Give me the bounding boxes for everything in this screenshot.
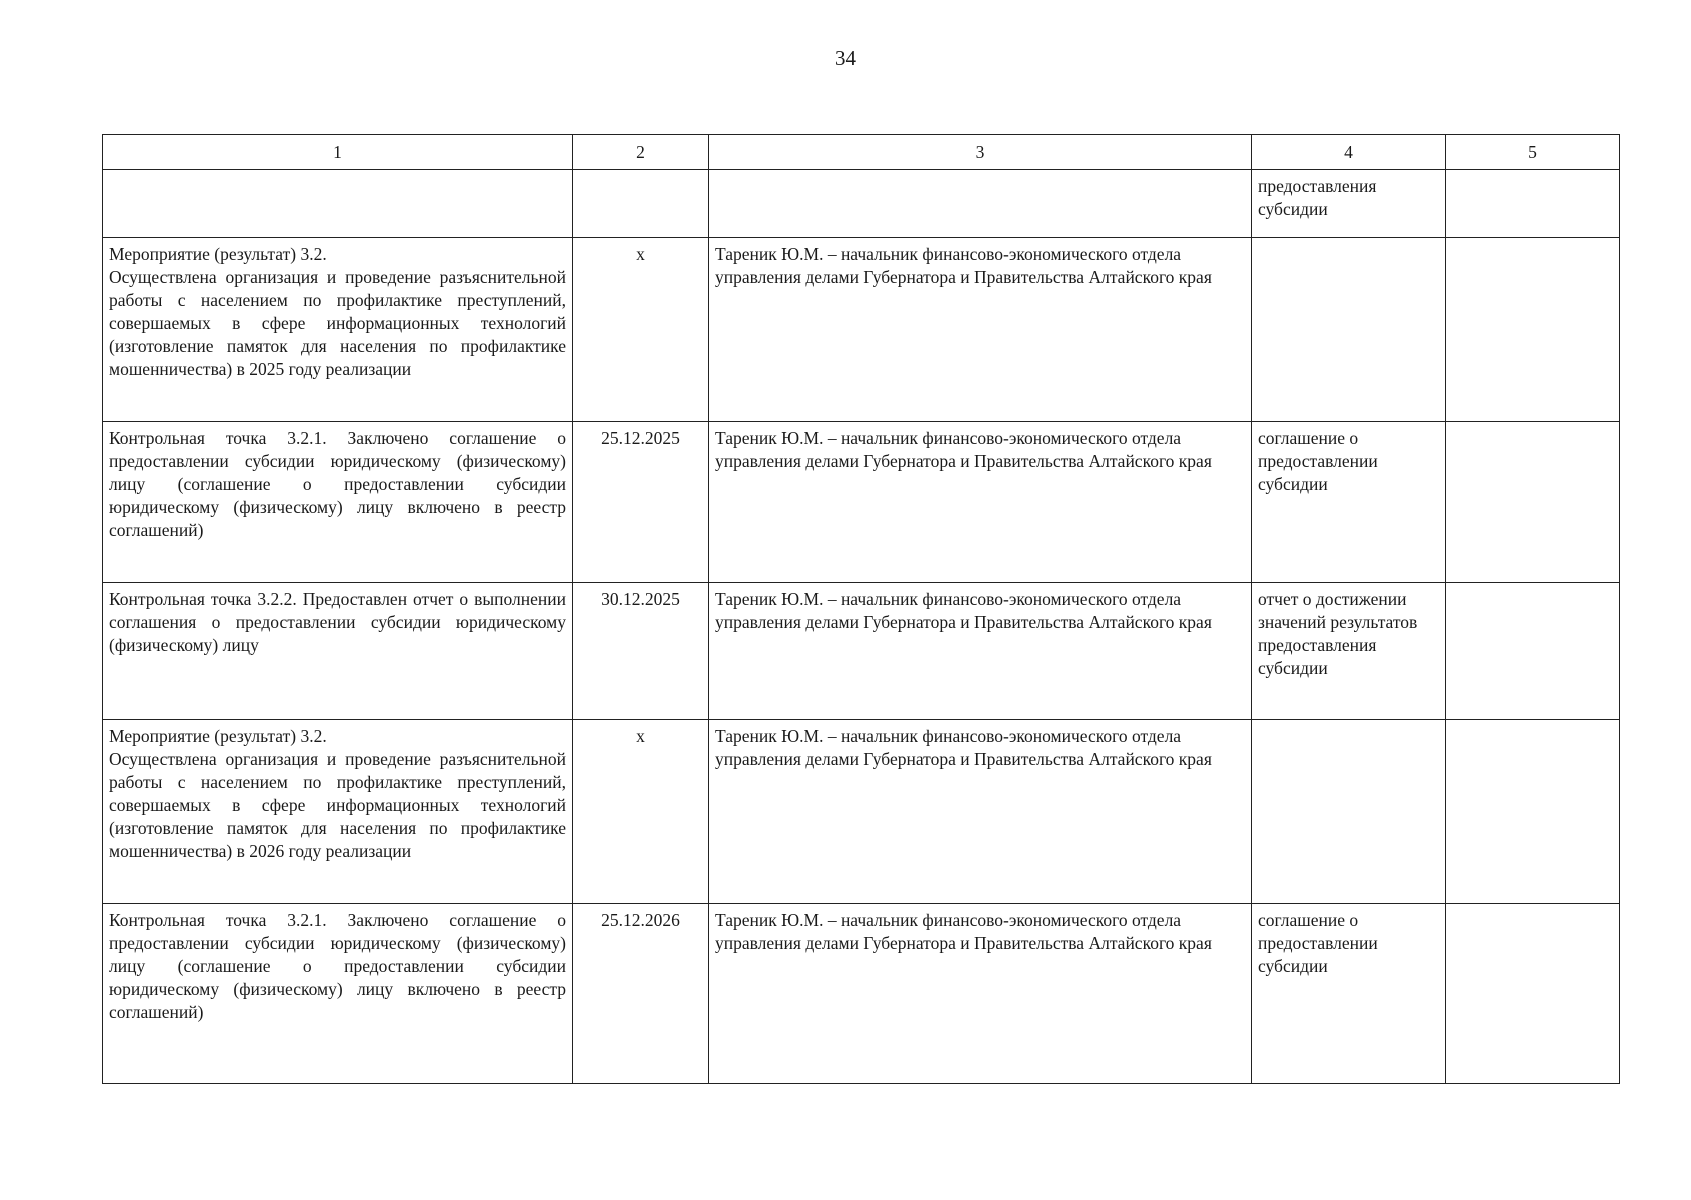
event-description: Осуществлена организация и проведение разъяснительной работы с населением по профилактике преступлений, совершаемых в сфере информационных технологий (изготовление памяток для населения по профилактике мошенничества) в 2026 году реализации xyxy=(109,749,566,861)
row-date-cell: 25.12.2025 xyxy=(573,422,709,583)
row-responsible-cell: Тареник Ю.М. – начальник финансово-экономического отдела управления делами Губернатора и Правительства Алтайского края xyxy=(709,904,1252,1084)
table-header-row xyxy=(103,135,1620,170)
row-responsible-cell: Тареник Ю.М. – начальник финансово-экономического отдела управления делами Губернатора и Правительства Алтайского края xyxy=(709,422,1252,583)
row-name-cell: Контрольная точка 3.2.1. Заключено соглашение о предоставлении субсидии юридическому (физическому) лицу (соглашение о предоставлении субсидии юридическому (физическому) лицу включено в реестр соглашений) xyxy=(103,904,573,1084)
page-number: 34 xyxy=(835,46,856,70)
table-row xyxy=(103,170,1620,238)
row-document-cell: соглашение о предоставлении субсидии xyxy=(1252,904,1446,1084)
row-date-cell: 25.12.2026 xyxy=(573,904,709,1084)
table-row xyxy=(103,904,1620,1084)
table-row xyxy=(103,422,1620,583)
table-row xyxy=(103,720,1620,904)
row-document-cell: предоставления субсидии xyxy=(1252,170,1446,238)
header-cell-4: 4 xyxy=(1252,135,1446,170)
row-responsible-cell: Тареник Ю.М. – начальник финансово-экономического отдела управления делами Губернатора и Правительства Алтайского края xyxy=(709,720,1252,904)
header-cell-5: 5 xyxy=(1446,135,1620,170)
row-name-cell: Контрольная точка 3.2.2. Предоставлен отчет о выполнении соглашения о предоставлении субсидии юридическому (физическому) лицу xyxy=(103,583,573,720)
row-date-cell: 30.12.2025 xyxy=(573,583,709,720)
event-title: Мероприятие (результат) 3.2. xyxy=(109,726,327,746)
row-name-cell xyxy=(103,238,573,422)
row-date-cell xyxy=(573,170,709,238)
row-extra-cell xyxy=(1446,904,1620,1084)
row-name-cell xyxy=(103,170,573,238)
row-date-cell: х xyxy=(573,238,709,422)
row-responsible-cell xyxy=(709,170,1252,238)
event-description: Осуществлена организация и проведение разъяснительной работы с населением по профилактике преступлений, совершаемых в сфере информационных технологий (изготовление памяток для населения по профилактике мошенничества) в 2025 году реализации xyxy=(109,267,566,379)
event-title: Мероприятие (результат) 3.2. xyxy=(109,244,327,264)
header-cell-3: 3 xyxy=(709,135,1252,170)
header-cell-1: 1 xyxy=(103,135,573,170)
row-document-cell xyxy=(1252,720,1446,904)
row-name-cell: Контрольная точка 3.2.1. Заключено соглашение о предоставлении субсидии юридическому (физическому) лицу (соглашение о предоставлении субсидии юридическому (физическому) лицу включено в реестр соглашений) xyxy=(103,422,573,583)
table-row xyxy=(103,238,1620,422)
row-document-cell xyxy=(1252,238,1446,422)
table-row xyxy=(103,583,1620,720)
row-extra-cell xyxy=(1446,583,1620,720)
row-document-cell: отчет о достижении значений результатов предоставления субсидии xyxy=(1252,583,1446,720)
row-document-cell: соглашение о предоставлении субсидии xyxy=(1252,422,1446,583)
row-extra-cell xyxy=(1446,422,1620,583)
row-extra-cell xyxy=(1446,238,1620,422)
plan-table xyxy=(102,134,1620,1084)
row-responsible-cell: Тареник Ю.М. – начальник финансово-экономического отдела управления делами Губернатора и Правительства Алтайского края xyxy=(709,583,1252,720)
row-extra-cell xyxy=(1446,720,1620,904)
row-name-cell xyxy=(103,720,573,904)
row-date-cell: х xyxy=(573,720,709,904)
header-cell-2: 2 xyxy=(573,135,709,170)
row-responsible-cell: Тареник Ю.М. – начальник финансово-экономического отдела управления делами Губернатора и Правительства Алтайского края xyxy=(709,238,1252,422)
row-extra-cell xyxy=(1446,170,1620,238)
